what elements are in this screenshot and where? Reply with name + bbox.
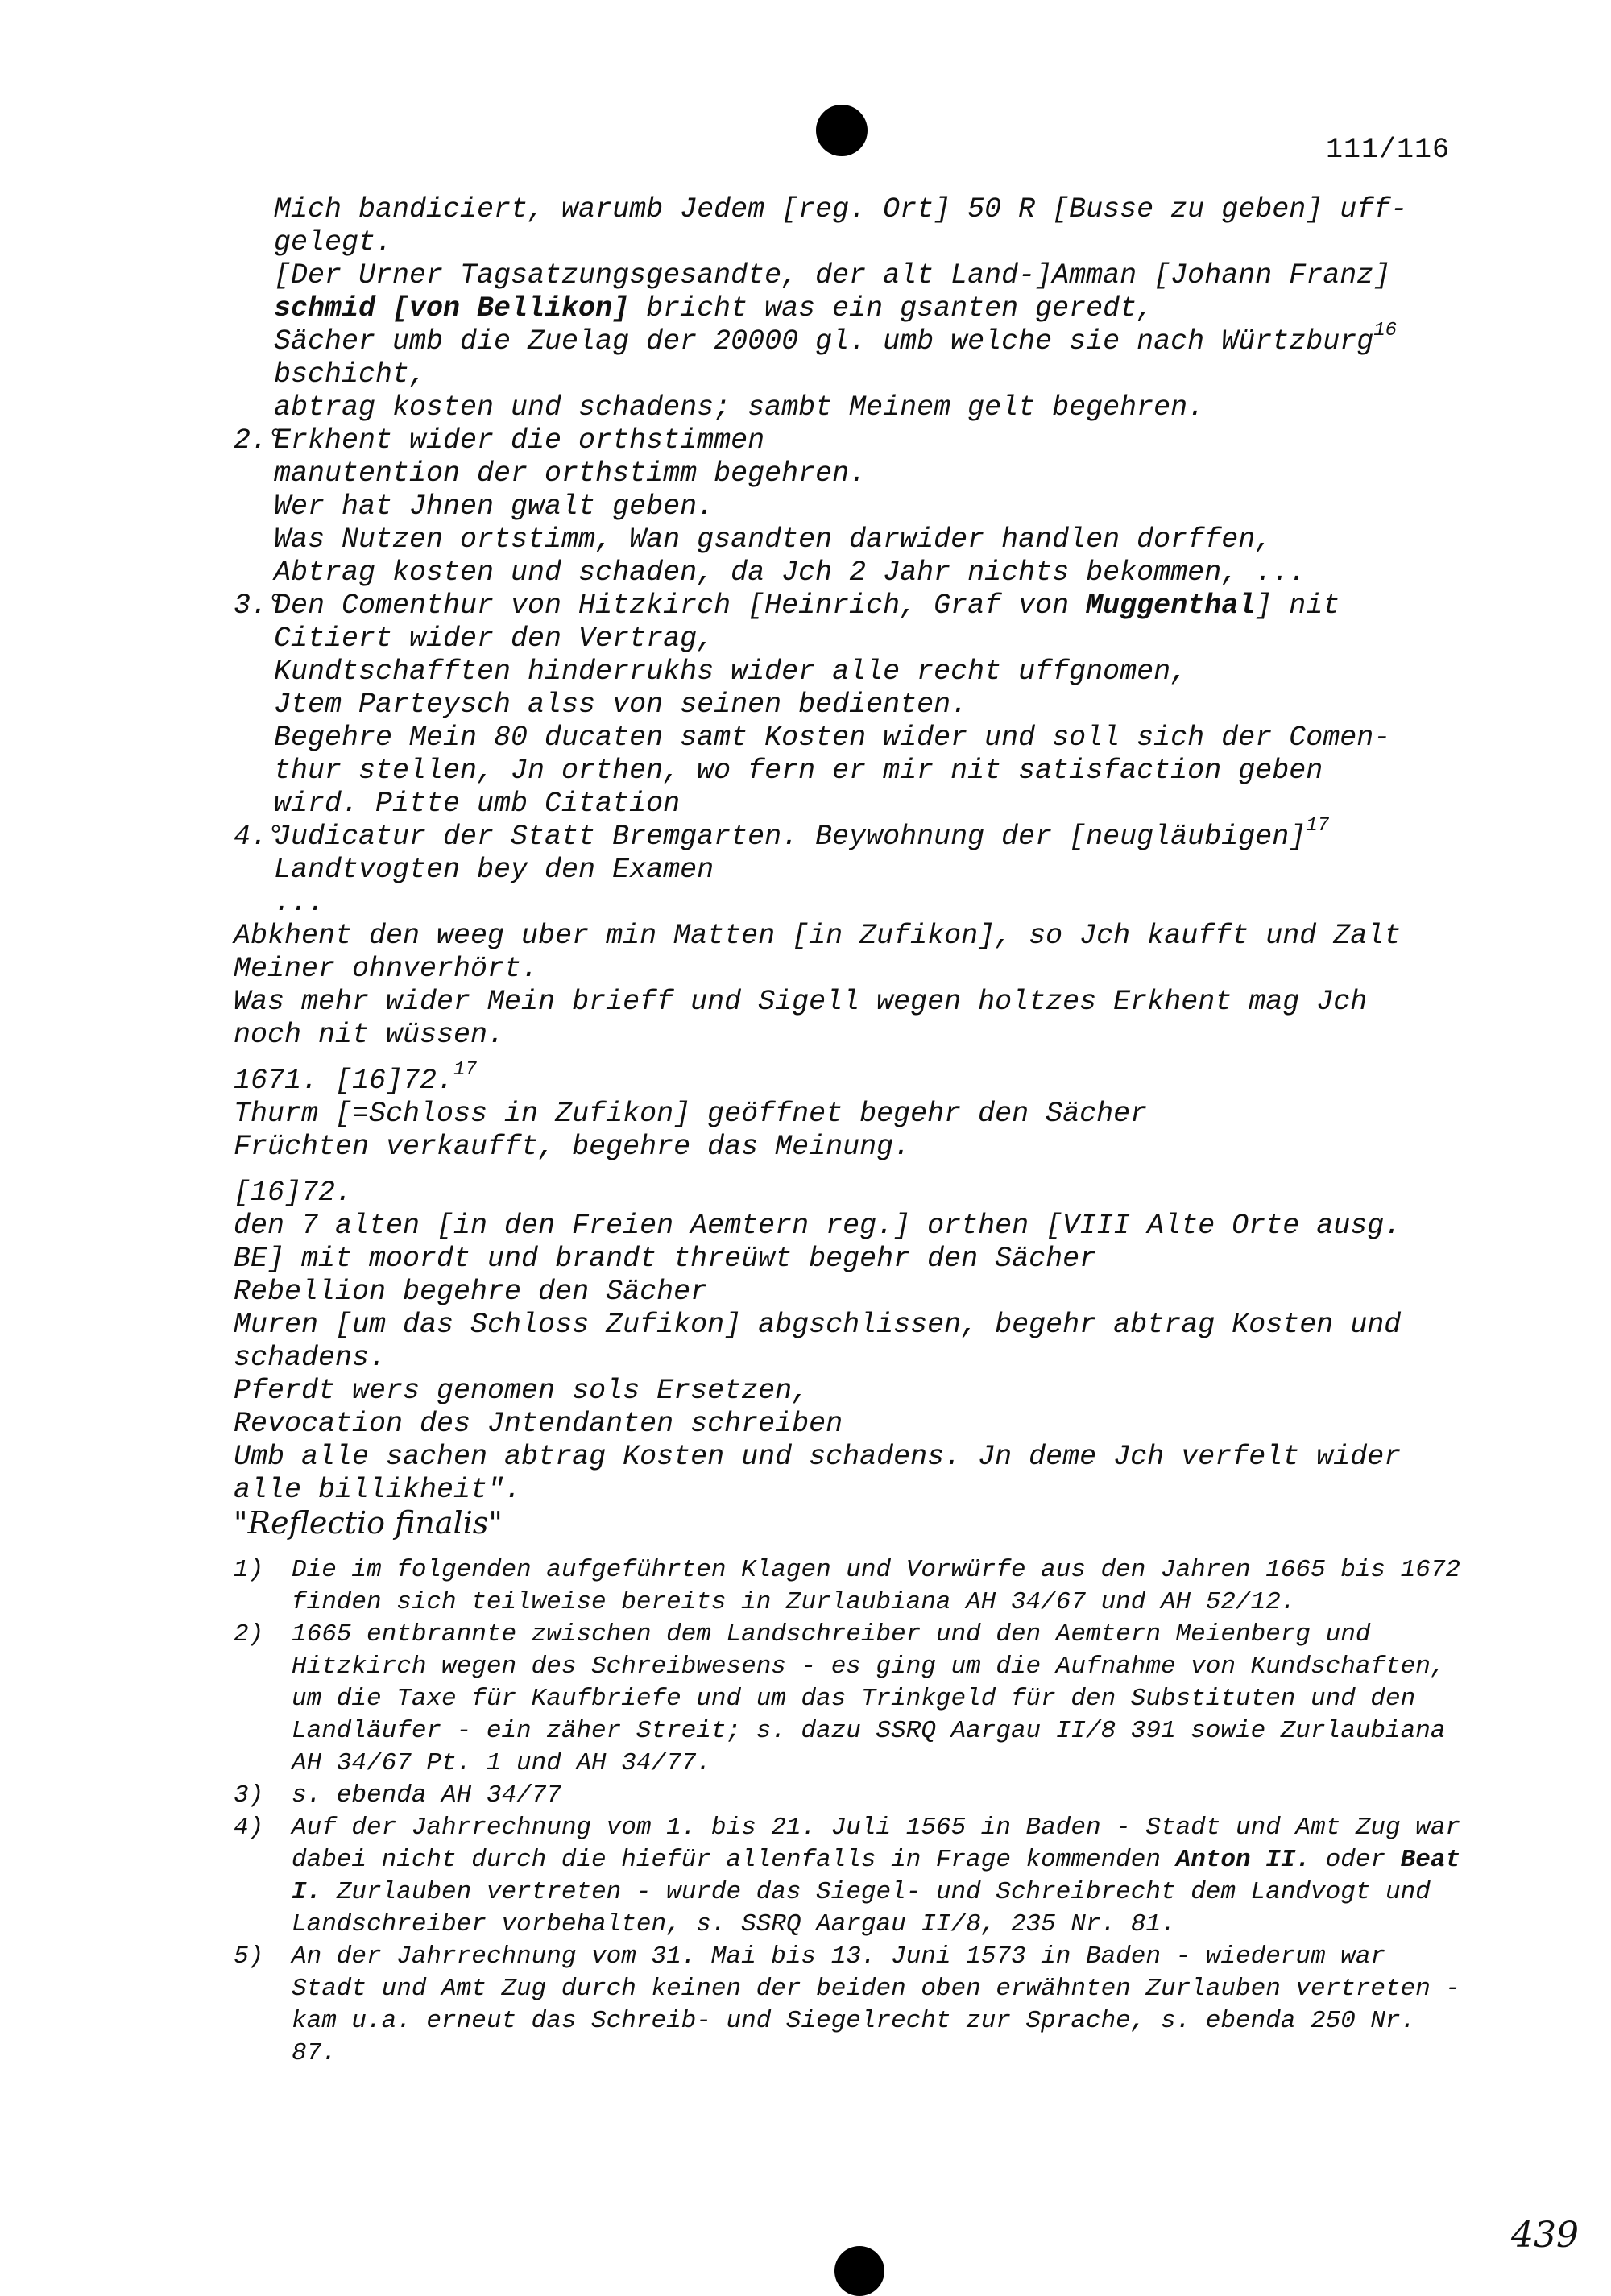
text-line: Abtrag kosten und schaden, da Jch 2 Jahr nichts bekommen, ... [274, 556, 1307, 589]
list-item-3: 3.°Den Comenthur von Hitzkirch [Heinrich, Graf von Muggenthal] nit [234, 590, 1340, 622]
text-line: wird. Pitte umb Citation [274, 788, 681, 820]
punch-hole-top [816, 105, 868, 156]
text-line: schadens. [234, 1342, 387, 1374]
text-line: Mich bandiciert, warumb Jedem [reg. Ort] 50 R [Busse zu geben] uff- [274, 193, 1408, 225]
footnotes [234, 1554, 1474, 2070]
year-heading: 1671. [16]72.17 [234, 1059, 477, 1097]
text-line: schmid [von Bellikon] bricht was ein gsanten geredt, [274, 292, 1154, 325]
transcription-body [234, 193, 1474, 1540]
punch-hole-bottom [834, 2246, 884, 2296]
footnote-3: 3) s. ebenda AH 34/77 [234, 1781, 561, 1810]
text-line: Pferdt wers genomen sols Ersetzen, [234, 1375, 810, 1407]
list-item-4: 4.°Judicatur der Statt Bremgarten. Beywohnung der [neugläubigen]$^{17}$ [234, 815, 1330, 853]
handwritten-reflectio-finalis: "Reflectio finalis" [234, 1505, 503, 1541]
text-line: alle billikheit". [234, 1474, 522, 1506]
text-line: Revocation des Jntendanten schreiben [234, 1408, 843, 1440]
ellipsis: ... [274, 887, 325, 919]
name-beat: Beat I. [292, 1846, 1461, 1906]
text-line: [Der Urner Tagsatzungsgesandte, der alt Land-]Amman [Johann Franz] [274, 259, 1391, 292]
text-line: abtrag kosten und schadens; sambt Meinem gelt begehren. [274, 391, 1205, 424]
text-line: Begehre Mein 80 ducaten samt Kosten wider und soll sich der Comen- [274, 722, 1391, 754]
text-line: den 7 alten [in den Freien Aemtern reg.] orthen [VIII Alte Orte ausg. [234, 1210, 1402, 1242]
text-line: gelegt. [274, 226, 393, 259]
text-line: BE] mit moordt und brandt threüwt begehr den Sächer [234, 1243, 1097, 1275]
footnote-ref: 16 [1373, 320, 1398, 342]
footnote-4: 4) Auf der Jahrrechnung vom 1. bis 21. Juli 1565 in Baden - Stadt und Amt Zug war dabei nicht durch die hiefür allenfalls in Frage kommenden Anton II. oder Beat I. Zurlauben vertreten - wurde das Siegel- und Schreibrecht dem Landvogt und Landschreiber vorbehalten, s. SSRQ Aargau II/8, 235 Nr. 81. [234, 1814, 1461, 1938]
footnote-ref: 17 [1306, 815, 1330, 838]
text-line: Abkhent den weeg uber min Matten [in Zufikon], so Jch kaufft und Zalt [234, 920, 1402, 952]
footnote-2: 2) 1665 entbrannte zwischen dem Landschreiber und den Aemtern Meienberg und Hitzkirch wegen des Schreibwesens - es ging um die Aufnahme von Kundschaften, um die Taxe für Kaufbriefe und um das Trinkgeld für den Substituten und den Landläufer - ein zäher Streit; s. dazu SSRQ Aargau II/8 391 sowie Zurlaubiana AH 34/67 Pt. 1 und AH 34/77. [234, 1620, 1446, 1777]
page-number: 111/116 [1326, 134, 1451, 166]
year-heading: [16]72. [234, 1177, 353, 1209]
text-line: noch nit wüssen. [234, 1019, 505, 1051]
footnote-ref: 17 [453, 1059, 477, 1082]
text-line: bschicht, [274, 358, 427, 391]
text-line: Sächer umb die Zuelag der 20000 gl. umb welche sie nach Würtzburg$^{16}$ [274, 320, 1398, 358]
text-line: Thurm [=Schloss in Zufikon] geöffnet begehr den Sächer [234, 1098, 1148, 1130]
text-line: Was mehr wider Mein brieff und Sigell wegen holtzes Erkhent mag Jch [234, 986, 1368, 1018]
text-line: Meiner ohnverhört. [234, 953, 539, 985]
text-line: Citiert wider den Vertrag, [274, 623, 714, 655]
text-line: Kundtschafften hinderrukhs wider alle recht uffgnomen, [274, 656, 1188, 688]
text-line: manutention der orthstimm begehren. [274, 457, 867, 490]
text-line: thur stellen, Jn orthen, wo fern er mir nit satisfaction geben [274, 755, 1323, 787]
name-schmid: schmid [von Bellikon] [274, 292, 630, 325]
footnote-5: 5) An der Jahrrechnung vom 31. Mai bis 13. Juni 1573 in Baden - wiederum war Stadt und Amt Zug durch keinen der beiden oben erwähnten Zurlauben vertreten - kam u.a. erneut das Schreib- und Siegelrecht zur Sprache, s. ebenda 250 Nr. 87. [234, 1942, 1461, 2067]
text-line: Wer hat Jhnen gwalt geben. [274, 490, 714, 523]
list-item-2: 2.°Erkhent wider die orthstimmen [234, 424, 765, 457]
text-line: Umb alle sachen abtrag Kosten und schadens. Jn deme Jch verfelt wider [234, 1441, 1402, 1473]
name-muggenthal: Muggenthal [1086, 590, 1256, 622]
name-anton: Anton II. [1175, 1846, 1311, 1874]
footnote-1: 1) Die im folgenden aufgeführten Klagen und Vorwürfe aus den Jahren 1665 bis 1672 finden sich teilweise bereits in Zurlaubiana AH 34/67 und AH 52/12. [234, 1556, 1461, 1616]
text-line: Rebellion begehre den Sächer [234, 1276, 708, 1308]
handwritten-folio-number: 439 [1511, 2215, 1579, 2256]
text-line: Jtem Parteysch alss von seinen bedienten. [274, 689, 968, 721]
text-line: Früchten verkaufft, begehre das Meinung. [234, 1131, 911, 1163]
text-line: Was Nutzen ortstimm, Wan gsandten darwider handlen dorffen, [274, 523, 1273, 556]
text-line: Muren [um das Schloss Zufikon] abgschlissen, begehr abtrag Kosten und [234, 1309, 1402, 1341]
text-line: Landtvogten bey den Examen [274, 854, 714, 886]
